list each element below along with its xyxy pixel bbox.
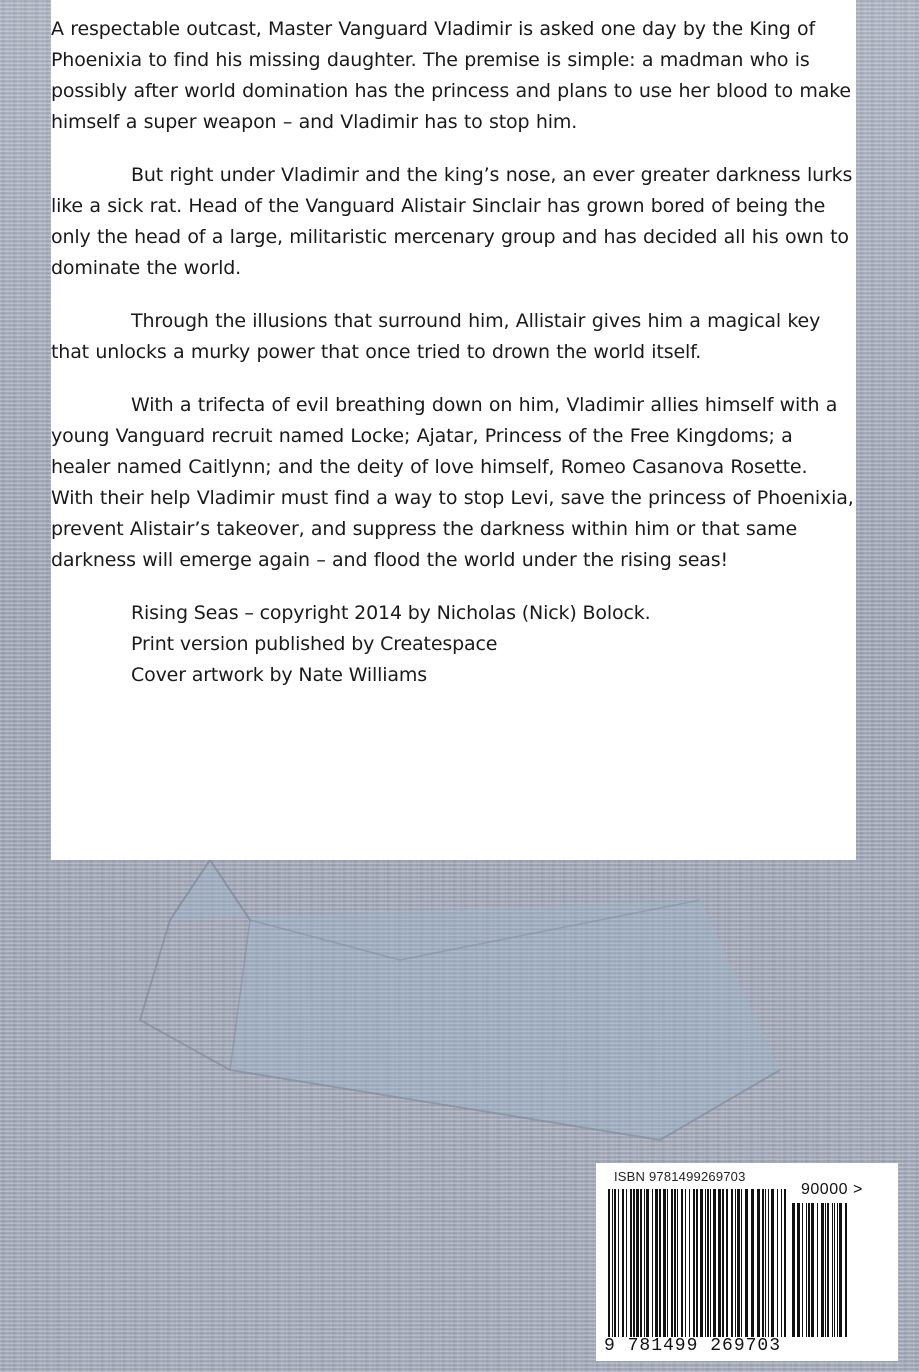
barcode-addon-bars [792,1203,852,1339]
back-cover-blurb [51,0,856,860]
isbn-barcode [596,1163,898,1361]
credits-block [51,598,856,691]
credit-artwork: Cover artwork by Nate Williams [131,664,428,686]
credit-publisher: Print version published by Createspace [131,633,498,655]
barcode-main-bars [608,1189,788,1339]
isbn-digits: 9 781499 269703 [604,1336,782,1356]
isbn-label: ISBN 9781499269703 [614,1169,746,1184]
blurb-paragraph-2: But right under Vladimir and the king’s nose, an ever greater darkness lurks like a sick rat. Head of the Vanguard Alistair Sinclair has grown bored of being the only the head of a large, militaristic mercenary group and has decided all his own to dominate the world. [51,164,853,279]
boat-illustration [100,840,800,1160]
blurb-paragraph-3: Through the illusions that surround him, Allistair gives him a magical key that unlocks a murky power that once tried to drown the world itself. [51,310,821,363]
credit-copyright: Rising Seas – copyright 2014 by Nicholas (Nick) Bolock. [131,602,651,624]
price-code: 90000 > [801,1181,863,1198]
blurb-paragraph-1: A respectable outcast, Master Vanguard Vladimir is asked one day by the King of Phoenixia to find his missing daughter. The premise is simple: a madman who is possibly after world domination has the princess and plans to use her blood to make himself a super weapon – and Vladimir has to stop him. [51,18,851,133]
blurb-paragraph-4: With a trifecta of evil breathing down on him, Vladimir allies himself with a young Vanguard recruit named Locke; Ajatar, Princess of the Free Kingdoms; a healer named Caitlynn; and the deity of love himself, Romeo Casanova Rosette. With their help Vladimir must find a way to stop Levi, save the princess of Phoenixia, prevent Alistair’s takeover, and suppress the darkness within him or that same darkness will emerge again – and flood the world under the rising seas! [51,394,854,571]
